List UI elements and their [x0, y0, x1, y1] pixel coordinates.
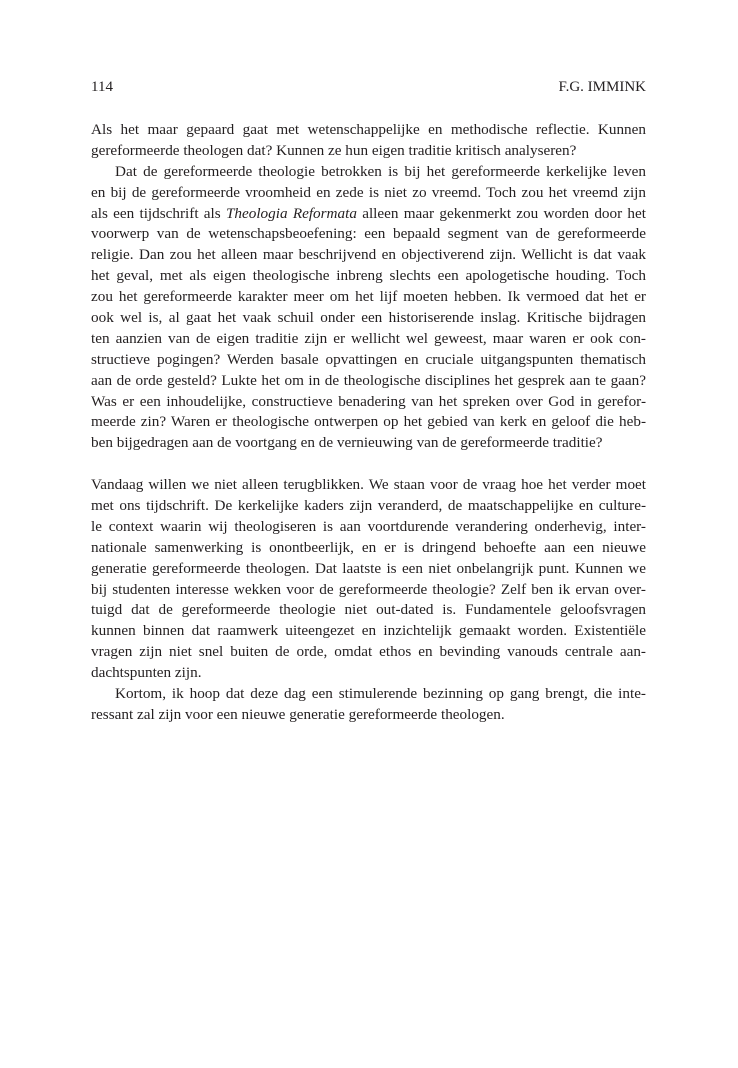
text-line: meerde zin? Waren er theologische ontwerpen op het gebied van kerk en geloof die heb-	[91, 413, 646, 431]
text-line: en bij de gereformeerde vroomheid en zede is niet zo vreemd. Toch zou het vreemd zijn	[91, 183, 646, 201]
text-line	[91, 204, 646, 225]
text-line: bij studenten interesse wekken voor de gereformeerde theologie? Zelf ben ik ervan over-	[91, 580, 646, 598]
text-line: generatie gereformeerde theologen. Dat laatste is een niet onbelangrijk punt. Kunnen we	[91, 559, 646, 577]
paragraph	[91, 684, 646, 726]
text-line: Als het maar gepaard gaat met wetenschappelijke en methodische reflectie. Kunnen	[91, 121, 646, 138]
text-line: Vandaag willen we niet alleen terugblikken. We staan voor de vraag hoe het verder moet	[91, 476, 646, 494]
text-line: structieve pogingen? Werden basale opvattingen en cruciale uitgangspunten thematisch	[91, 350, 646, 368]
journal-title: Theologia Reformata	[225, 204, 357, 222]
text-line: Dat de gereformeerde theologie betrokken is bij het gereformeerde kerkelijke leven	[115, 162, 646, 180]
page-header	[91, 76, 646, 98]
text-line: dachtspunten zijn.	[91, 664, 202, 682]
text-line: kunnen binnen dat raamwerk uiteengezet en inzichtelijk gemaakt worden. Existentiële	[91, 622, 646, 640]
text-line: aan de orde gesteld? Lukte het om in de theologische disciplines het gesprek aan te gaan?	[91, 371, 646, 389]
text-line: tuigd dat de gereformeerde theologie niet out-dated is. Fundamentele geloofsvragen	[91, 601, 646, 619]
text-line: gereformeerde theologen dat? Kunnen ze hun eigen traditie kritisch analyseren?	[91, 141, 577, 159]
paragraph	[91, 162, 646, 454]
text-line: ook wel is, al gaat het vaak schuil onder een historiserende inslag. Kritische bijdragen	[91, 309, 646, 327]
text-line: ben bijgedragen aan de voortgang en de vernieuwing van de gereformeerde traditie?	[91, 434, 603, 452]
text-line: religie. Dan zou het alleen maar beschrijvend en objectiverend zijn. Wellicht is dat vaak	[91, 246, 646, 264]
text-segment: alleen maar gekenmerkt zou worden door het	[356, 204, 646, 222]
paragraph	[91, 120, 646, 162]
text-line: Kortom, ik hoop dat deze dag een stimulerende bezinning op gang brengt, die inte-	[115, 685, 646, 703]
text-line: le context waarin wij theologiseren is aan voortdurende verandering onderhevig, inter-	[91, 517, 646, 535]
running-head: F.G. IMMINK	[558, 79, 646, 95]
paragraph	[91, 475, 646, 684]
text-line: Was er een inhoudelijke, constructieve benadering van het spreken over God in gerefor-	[91, 392, 646, 410]
page-number: 114	[91, 79, 113, 95]
body-text	[91, 120, 646, 726]
text-line: ten aanzien van de eigen traditie zijn er wellicht wel geweest, maar waren er ook con-	[91, 329, 646, 347]
text-line: vragen zijn niet snel buiten de orde, omdat ethos en bevinding vanouds centrale aan-	[91, 643, 646, 661]
text-line: nationale samenwerking is onontbeerlijk, en er is dringend behoefte aan een nieuwe	[91, 538, 646, 556]
text-line: zou het gereformeerde karakter meer om het lijf moeten hebben. Ik vermoed dat het er	[91, 288, 646, 306]
text-line: voorwerp van de wetenschapsbeoefening: een bepaald segment van de gereformeerde	[91, 225, 646, 243]
text-line: ressant zal zijn voor een nieuwe generatie gereformeerde theologen.	[91, 705, 505, 723]
section-break	[91, 454, 646, 475]
text-line: het geval, met als eigen theologische inbreng slechts een apologetische houding. Toch	[91, 267, 646, 285]
text-segment: als een tijdschrift als	[91, 204, 226, 222]
text-line: met ons tijdschrift. De kerkelijke kaders zijn veranderd, de maatschappelijke en culture-	[91, 497, 646, 515]
